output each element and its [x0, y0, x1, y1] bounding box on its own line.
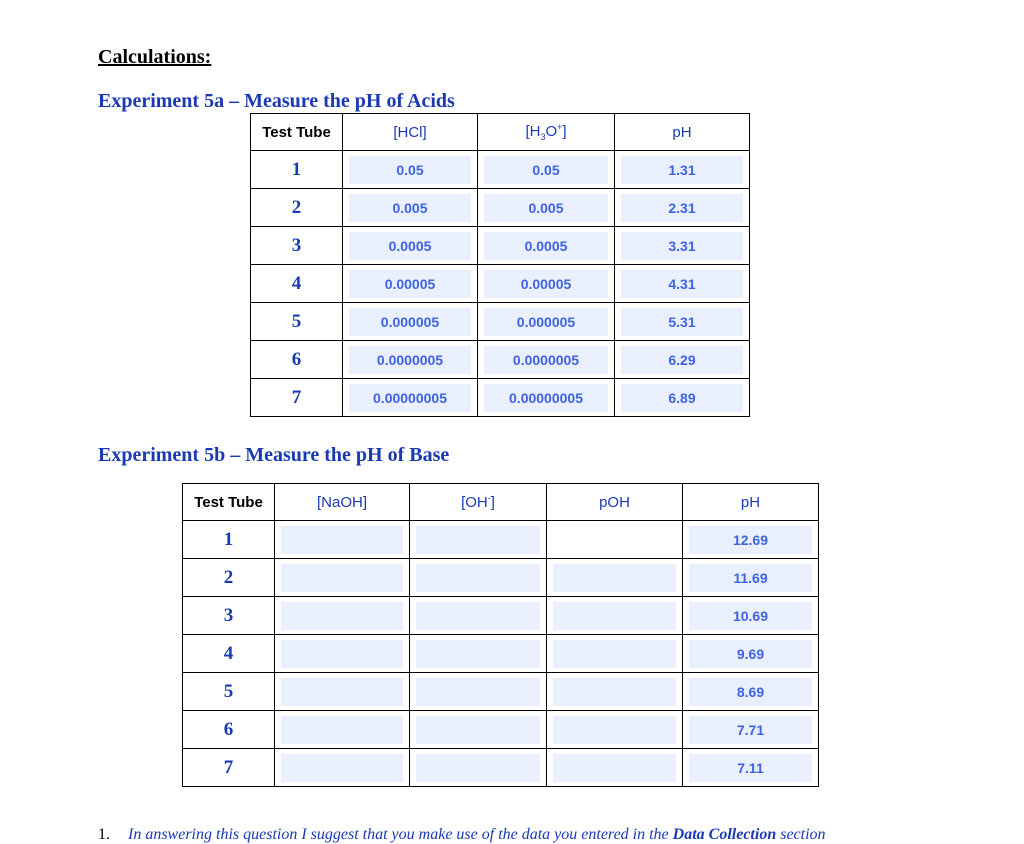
poh-cell	[547, 635, 683, 673]
naoh-cell	[275, 635, 410, 673]
poh-cell	[547, 673, 683, 711]
ph-field[interactable]: 4.31	[621, 270, 743, 298]
hcl-field[interactable]: 0.000005	[349, 308, 471, 336]
test-tube-number: 4	[183, 635, 275, 673]
acids-table	[250, 113, 750, 417]
ph-field[interactable]: 7.71	[689, 716, 812, 744]
question-text: In answering this question I suggest that you make use of the data you entered in the	[128, 826, 673, 843]
h3o-field[interactable]: 0.00000005	[484, 384, 608, 412]
ph-field[interactable]: 10.69	[689, 602, 812, 630]
test-tube-number: 5	[183, 673, 275, 711]
ph-cell	[683, 711, 819, 749]
hcl-cell	[343, 227, 478, 265]
test-tube-number: 3	[251, 227, 343, 265]
table-row	[183, 711, 819, 749]
h3o-cell	[478, 151, 615, 189]
hcl-field[interactable]: 0.00005	[349, 270, 471, 298]
test-tube-number: 2	[251, 189, 343, 227]
ph-field[interactable]: 7.11	[689, 754, 812, 782]
poh-field[interactable]	[553, 716, 676, 744]
table-row	[183, 521, 819, 559]
experiment-5a-title: Experiment 5a – Measure the pH of Acids	[98, 90, 455, 112]
question-1	[98, 826, 826, 844]
naoh-field[interactable]	[281, 716, 403, 744]
hcl-field[interactable]: 0.00000005	[349, 384, 471, 412]
naoh-cell	[275, 711, 410, 749]
test-tube-number: 1	[183, 521, 275, 559]
ph-field[interactable]: 3.31	[621, 232, 743, 260]
h3o-field[interactable]: 0.05	[484, 156, 608, 184]
test-tube-number: 3	[183, 597, 275, 635]
poh-field[interactable]	[553, 678, 676, 706]
question-tail: section	[776, 826, 826, 843]
naoh-field[interactable]	[281, 678, 403, 706]
oh-field[interactable]	[416, 716, 540, 744]
test-tube-number: 7	[183, 749, 275, 787]
naoh-cell	[275, 597, 410, 635]
test-tube-number: 1	[251, 151, 343, 189]
header-h3o: $[H_3O^+]$	[478, 114, 615, 151]
h3o-cell	[478, 189, 615, 227]
naoh-cell	[275, 673, 410, 711]
ph-field[interactable]: 5.31	[621, 308, 743, 336]
naoh-field[interactable]	[281, 526, 403, 554]
test-tube-number: 6	[183, 711, 275, 749]
naoh-field[interactable]	[281, 602, 403, 630]
hcl-cell	[343, 341, 478, 379]
h3o-field[interactable]: 0.005	[484, 194, 608, 222]
ph-field[interactable]: 8.69	[689, 678, 812, 706]
table-row	[251, 341, 750, 379]
oh-cell	[410, 673, 547, 711]
oh-field[interactable]	[416, 564, 540, 592]
question-bold-text: Data Collection	[672, 826, 777, 843]
hcl-field[interactable]: 0.0000005	[349, 346, 471, 374]
table-row	[183, 635, 819, 673]
test-tube-number: 5	[251, 303, 343, 341]
naoh-field[interactable]	[281, 754, 403, 782]
base-table	[182, 483, 819, 787]
ph-cell	[615, 227, 750, 265]
naoh-cell	[275, 521, 410, 559]
oh-field[interactable]	[416, 640, 540, 668]
question-number: 1.	[98, 826, 110, 843]
hcl-cell	[343, 303, 478, 341]
oh-cell	[410, 521, 547, 559]
oh-field[interactable]	[416, 602, 540, 630]
ph-cell	[683, 635, 819, 673]
oh-cell	[410, 635, 547, 673]
hcl-cell	[343, 151, 478, 189]
ph-field[interactable]: 12.69	[689, 526, 812, 554]
table-row	[251, 265, 750, 303]
hcl-cell	[343, 189, 478, 227]
poh-field[interactable]	[553, 754, 676, 782]
oh-cell	[410, 749, 547, 787]
experiment-5b-title: Experiment 5b – Measure the pH of Base	[98, 444, 450, 466]
poh-field[interactable]	[553, 640, 676, 668]
h3o-cell	[478, 227, 615, 265]
ph-field[interactable]: 1.31	[621, 156, 743, 184]
table-row	[251, 227, 750, 265]
naoh-cell	[275, 559, 410, 597]
naoh-field[interactable]	[281, 564, 403, 592]
naoh-field[interactable]	[281, 640, 403, 668]
hcl-cell	[343, 379, 478, 417]
ph-cell	[683, 559, 819, 597]
table-row	[183, 597, 819, 635]
table-row	[183, 559, 819, 597]
h3o-cell	[478, 303, 615, 341]
oh-field[interactable]	[416, 754, 540, 782]
table-header-row	[251, 114, 750, 151]
ph-field[interactable]: 2.31	[621, 194, 743, 222]
test-tube-number: 2	[183, 559, 275, 597]
ph-cell	[615, 151, 750, 189]
ph-field[interactable]: 6.29	[621, 346, 743, 374]
h3o-field[interactable]: 0.0005	[484, 232, 608, 260]
ph-cell	[683, 597, 819, 635]
poh-cell	[547, 597, 683, 635]
oh-field[interactable]	[416, 526, 540, 554]
header-ph: pH	[683, 484, 819, 521]
hcl-field[interactable]: 0.005	[349, 194, 471, 222]
h3o-field[interactable]: 0.0000005	[484, 346, 608, 374]
naoh-cell	[275, 749, 410, 787]
poh-field[interactable]	[553, 564, 676, 592]
calculations-heading: Calculations:	[98, 46, 212, 68]
ph-cell	[615, 341, 750, 379]
hcl-field[interactable]: 0.05	[349, 156, 471, 184]
poh-cell	[547, 711, 683, 749]
header-test-tube: Test Tube	[183, 484, 275, 521]
header-test-tube: Test Tube	[251, 114, 343, 151]
oh-cell	[410, 559, 547, 597]
ph-field[interactable]: 6.89	[621, 384, 743, 412]
poh-field[interactable]	[553, 602, 676, 630]
oh-cell	[410, 711, 547, 749]
ph-cell	[683, 749, 819, 787]
header-naoh: [NaOH]	[275, 484, 410, 521]
ph-cell	[615, 303, 750, 341]
ph-cell	[615, 265, 750, 303]
ph-cell	[683, 521, 819, 559]
header-oh: [OH-]	[410, 484, 547, 521]
poh-field[interactable]	[553, 526, 676, 554]
hcl-cell	[343, 265, 478, 303]
oh-cell	[410, 597, 547, 635]
h3o-field[interactable]: 0.00005	[484, 270, 608, 298]
h3o-cell	[478, 379, 615, 417]
ph-field[interactable]: 11.69	[689, 564, 812, 592]
table-row	[183, 673, 819, 711]
oh-field[interactable]	[416, 678, 540, 706]
table-row	[251, 303, 750, 341]
test-tube-number: 7	[251, 379, 343, 417]
h3o-cell	[478, 341, 615, 379]
header-poh: pOH	[547, 484, 683, 521]
ph-cell	[615, 379, 750, 417]
table-row	[183, 749, 819, 787]
test-tube-number: 4	[251, 265, 343, 303]
table-row	[251, 379, 750, 417]
header-hcl: [HCl]	[343, 114, 478, 151]
ph-field[interactable]: 9.69	[689, 640, 812, 668]
poh-cell	[547, 559, 683, 597]
table-row	[251, 189, 750, 227]
table-row	[251, 151, 750, 189]
h3o-field[interactable]: 0.000005	[484, 308, 608, 336]
table-header-row	[183, 484, 819, 521]
poh-cell	[547, 749, 683, 787]
hcl-field[interactable]: 0.0005	[349, 232, 471, 260]
h3o-cell	[478, 265, 615, 303]
header-ph: pH	[615, 114, 750, 151]
ph-cell	[615, 189, 750, 227]
ph-cell	[683, 673, 819, 711]
poh-cell	[547, 521, 683, 559]
test-tube-number: 6	[251, 341, 343, 379]
